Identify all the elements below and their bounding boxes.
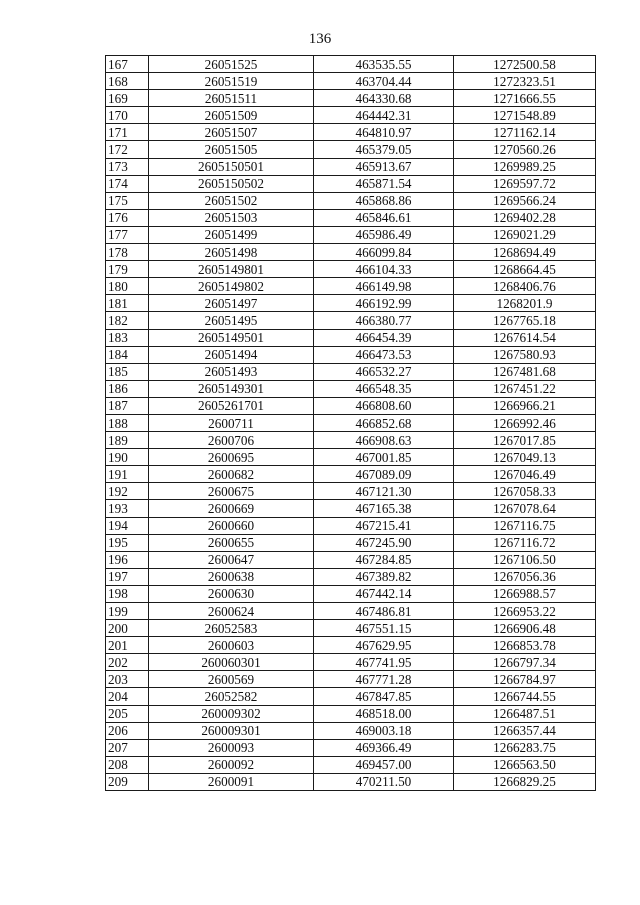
point-id-cell: 2600660	[149, 517, 314, 534]
x-coordinate-cell: 467551.15	[314, 620, 454, 637]
table-row	[106, 363, 596, 380]
point-id-cell: 2600682	[149, 466, 314, 483]
x-coordinate-cell: 465871.54	[314, 175, 454, 192]
x-coordinate-cell: 467165.38	[314, 500, 454, 517]
page-number: 136	[308, 31, 332, 47]
x-coordinate-cell: 465846.61	[314, 209, 454, 226]
table-row	[106, 568, 596, 585]
row-number-cell: 191	[106, 466, 149, 483]
y-coordinate-cell: 1267049.13	[454, 449, 596, 466]
row-number-cell: 192	[106, 483, 149, 500]
table-row	[106, 312, 596, 329]
row-number-cell: 169	[106, 90, 149, 107]
point-id-cell: 26052582	[149, 688, 314, 705]
table-row	[106, 56, 596, 73]
y-coordinate-cell: 1270560.26	[454, 141, 596, 158]
x-coordinate-cell: 467284.85	[314, 551, 454, 568]
point-id-cell: 260009302	[149, 705, 314, 722]
x-coordinate-cell: 467486.81	[314, 603, 454, 620]
point-id-cell: 2600695	[149, 449, 314, 466]
point-id-cell: 26051511	[149, 90, 314, 107]
point-id-cell: 2600630	[149, 585, 314, 602]
row-number-cell: 182	[106, 312, 149, 329]
x-coordinate-cell: 466149.98	[314, 278, 454, 295]
point-id-cell: 2605149301	[149, 380, 314, 397]
row-number-cell: 207	[106, 739, 149, 756]
row-number-cell: 186	[106, 380, 149, 397]
point-id-cell: 260060301	[149, 654, 314, 671]
table-row	[106, 107, 596, 124]
row-number-cell: 175	[106, 192, 149, 209]
point-id-cell: 2600569	[149, 671, 314, 688]
y-coordinate-cell: 1267017.85	[454, 432, 596, 449]
table-row	[106, 483, 596, 500]
row-number-cell: 173	[106, 158, 149, 175]
row-number-cell: 197	[106, 568, 149, 585]
row-number-cell: 184	[106, 346, 149, 363]
row-number-cell: 196	[106, 551, 149, 568]
y-coordinate-cell: 1266784.97	[454, 671, 596, 688]
table-row	[106, 397, 596, 414]
point-id-cell: 26051519	[149, 73, 314, 90]
point-id-cell: 2600647	[149, 551, 314, 568]
row-number-cell: 177	[106, 226, 149, 243]
row-number-cell: 202	[106, 654, 149, 671]
point-id-cell: 2600603	[149, 637, 314, 654]
point-id-cell: 2600711	[149, 414, 314, 431]
x-coordinate-cell: 467442.14	[314, 585, 454, 602]
x-coordinate-cell: 466104.33	[314, 261, 454, 278]
point-id-cell: 26051499	[149, 226, 314, 243]
row-number-cell: 198	[106, 585, 149, 602]
y-coordinate-cell: 1267116.72	[454, 534, 596, 551]
y-coordinate-cell: 1267056.36	[454, 568, 596, 585]
row-number-cell: 172	[106, 141, 149, 158]
row-number-cell: 188	[106, 414, 149, 431]
point-id-cell: 2605149501	[149, 329, 314, 346]
point-id-cell: 26051502	[149, 192, 314, 209]
point-id-cell: 2600091	[149, 773, 314, 790]
x-coordinate-cell: 464330.68	[314, 90, 454, 107]
table-row	[106, 209, 596, 226]
row-number-cell: 203	[106, 671, 149, 688]
table-row	[106, 466, 596, 483]
x-coordinate-cell: 466192.99	[314, 295, 454, 312]
x-coordinate-cell: 469003.18	[314, 722, 454, 739]
table-row	[106, 688, 596, 705]
x-coordinate-cell: 466908.63	[314, 432, 454, 449]
x-coordinate-cell: 466808.60	[314, 397, 454, 414]
point-id-cell: 2600092	[149, 756, 314, 773]
row-number-cell: 194	[106, 517, 149, 534]
point-id-cell: 26051505	[149, 141, 314, 158]
x-coordinate-cell: 467001.85	[314, 449, 454, 466]
table-row	[106, 500, 596, 517]
table-row	[106, 534, 596, 551]
y-coordinate-cell: 1269597.72	[454, 175, 596, 192]
point-id-cell: 26051493	[149, 363, 314, 380]
y-coordinate-cell: 1266953.22	[454, 603, 596, 620]
y-coordinate-cell: 1266906.48	[454, 620, 596, 637]
row-number-cell: 181	[106, 295, 149, 312]
y-coordinate-cell: 1266988.57	[454, 585, 596, 602]
table-row	[106, 739, 596, 756]
table-row	[106, 637, 596, 654]
table-row	[106, 603, 596, 620]
row-number-cell: 201	[106, 637, 149, 654]
table-row	[106, 226, 596, 243]
table-row	[106, 244, 596, 261]
table-row	[106, 295, 596, 312]
table-row	[106, 90, 596, 107]
y-coordinate-cell: 1266283.75	[454, 739, 596, 756]
table-row	[106, 124, 596, 141]
x-coordinate-cell: 467389.82	[314, 568, 454, 585]
y-coordinate-cell: 1271666.55	[454, 90, 596, 107]
x-coordinate-cell: 465868.86	[314, 192, 454, 209]
x-coordinate-cell: 465986.49	[314, 226, 454, 243]
x-coordinate-cell: 469366.49	[314, 739, 454, 756]
row-number-cell: 176	[106, 209, 149, 226]
y-coordinate-cell: 1267116.75	[454, 517, 596, 534]
point-id-cell: 26052583	[149, 620, 314, 637]
point-id-cell: 26051503	[149, 209, 314, 226]
table-row	[106, 551, 596, 568]
y-coordinate-cell: 1268406.76	[454, 278, 596, 295]
table-row	[106, 671, 596, 688]
row-number-cell: 189	[106, 432, 149, 449]
row-number-cell: 183	[106, 329, 149, 346]
table-row	[106, 141, 596, 158]
x-coordinate-cell: 467089.09	[314, 466, 454, 483]
y-coordinate-cell: 1266829.25	[454, 773, 596, 790]
row-number-cell: 190	[106, 449, 149, 466]
y-coordinate-cell: 1267765.18	[454, 312, 596, 329]
x-coordinate-cell: 466548.35	[314, 380, 454, 397]
x-coordinate-cell: 467245.90	[314, 534, 454, 551]
y-coordinate-cell: 1267481.68	[454, 363, 596, 380]
y-coordinate-cell: 1267106.50	[454, 551, 596, 568]
x-coordinate-cell: 466454.39	[314, 329, 454, 346]
table-row	[106, 278, 596, 295]
row-number-cell: 187	[106, 397, 149, 414]
point-id-cell: 26051497	[149, 295, 314, 312]
y-coordinate-cell: 1271548.89	[454, 107, 596, 124]
point-id-cell: 2600624	[149, 603, 314, 620]
y-coordinate-cell: 1266744.55	[454, 688, 596, 705]
point-id-cell: 260009301	[149, 722, 314, 739]
x-coordinate-cell: 464442.31	[314, 107, 454, 124]
x-coordinate-cell: 470211.50	[314, 773, 454, 790]
x-coordinate-cell: 463535.55	[314, 56, 454, 73]
y-coordinate-cell: 1269989.25	[454, 158, 596, 175]
coordinates-table-body	[106, 56, 596, 791]
y-coordinate-cell: 1268664.45	[454, 261, 596, 278]
row-number-cell: 170	[106, 107, 149, 124]
point-id-cell: 2605150501	[149, 158, 314, 175]
row-number-cell: 206	[106, 722, 149, 739]
table-row	[106, 654, 596, 671]
x-coordinate-cell: 468518.00	[314, 705, 454, 722]
x-coordinate-cell: 465379.05	[314, 141, 454, 158]
x-coordinate-cell: 469457.00	[314, 756, 454, 773]
y-coordinate-cell: 1272500.58	[454, 56, 596, 73]
table-row	[106, 773, 596, 790]
row-number-cell: 204	[106, 688, 149, 705]
table-row	[106, 620, 596, 637]
coordinates-table	[105, 55, 596, 791]
point-id-cell: 26051509	[149, 107, 314, 124]
point-id-cell: 2600655	[149, 534, 314, 551]
y-coordinate-cell: 1267451.22	[454, 380, 596, 397]
x-coordinate-cell: 466852.68	[314, 414, 454, 431]
table-row	[106, 261, 596, 278]
point-id-cell: 26051507	[149, 124, 314, 141]
y-coordinate-cell: 1267046.49	[454, 466, 596, 483]
table-row	[106, 175, 596, 192]
y-coordinate-cell: 1267078.64	[454, 500, 596, 517]
x-coordinate-cell: 467741.95	[314, 654, 454, 671]
row-number-cell: 185	[106, 363, 149, 380]
x-coordinate-cell: 467629.95	[314, 637, 454, 654]
row-number-cell: 199	[106, 603, 149, 620]
point-id-cell: 2600669	[149, 500, 314, 517]
table-row	[106, 705, 596, 722]
x-coordinate-cell: 467121.30	[314, 483, 454, 500]
y-coordinate-cell: 1269021.29	[454, 226, 596, 243]
row-number-cell: 171	[106, 124, 149, 141]
x-coordinate-cell: 466532.27	[314, 363, 454, 380]
table-row	[106, 192, 596, 209]
table-row	[106, 432, 596, 449]
table-row	[106, 346, 596, 363]
point-id-cell: 2605149801	[149, 261, 314, 278]
point-id-cell: 2600706	[149, 432, 314, 449]
y-coordinate-cell: 1266797.34	[454, 654, 596, 671]
x-coordinate-cell: 466380.77	[314, 312, 454, 329]
row-number-cell: 205	[106, 705, 149, 722]
x-coordinate-cell: 466473.53	[314, 346, 454, 363]
row-number-cell: 195	[106, 534, 149, 551]
row-number-cell: 180	[106, 278, 149, 295]
y-coordinate-cell: 1267614.54	[454, 329, 596, 346]
y-coordinate-cell: 1266487.51	[454, 705, 596, 722]
row-number-cell: 178	[106, 244, 149, 261]
table-row	[106, 329, 596, 346]
x-coordinate-cell: 465913.67	[314, 158, 454, 175]
table-row	[106, 585, 596, 602]
row-number-cell: 168	[106, 73, 149, 90]
y-coordinate-cell: 1269566.24	[454, 192, 596, 209]
point-id-cell: 2605149802	[149, 278, 314, 295]
y-coordinate-cell: 1266853.78	[454, 637, 596, 654]
table-row	[106, 73, 596, 90]
y-coordinate-cell: 1271162.14	[454, 124, 596, 141]
y-coordinate-cell: 1268694.49	[454, 244, 596, 261]
point-id-cell: 2600638	[149, 568, 314, 585]
row-number-cell: 208	[106, 756, 149, 773]
row-number-cell: 174	[106, 175, 149, 192]
y-coordinate-cell: 1272323.51	[454, 73, 596, 90]
x-coordinate-cell: 467771.28	[314, 671, 454, 688]
point-id-cell: 26051495	[149, 312, 314, 329]
row-number-cell: 179	[106, 261, 149, 278]
y-coordinate-cell: 1266357.44	[454, 722, 596, 739]
table-row	[106, 449, 596, 466]
x-coordinate-cell: 466099.84	[314, 244, 454, 261]
point-id-cell: 26051498	[149, 244, 314, 261]
table-row	[106, 722, 596, 739]
row-number-cell: 167	[106, 56, 149, 73]
y-coordinate-cell: 1268201.9	[454, 295, 596, 312]
row-number-cell: 200	[106, 620, 149, 637]
table-row	[106, 756, 596, 773]
x-coordinate-cell: 467215.41	[314, 517, 454, 534]
point-id-cell: 26051494	[149, 346, 314, 363]
y-coordinate-cell: 1266966.21	[454, 397, 596, 414]
point-id-cell: 2600675	[149, 483, 314, 500]
table-row	[106, 380, 596, 397]
point-id-cell: 2600093	[149, 739, 314, 756]
table-row	[106, 158, 596, 175]
row-number-cell: 193	[106, 500, 149, 517]
table-row	[106, 517, 596, 534]
y-coordinate-cell: 1266992.46	[454, 414, 596, 431]
table-row	[106, 414, 596, 431]
row-number-cell: 209	[106, 773, 149, 790]
y-coordinate-cell: 1267058.33	[454, 483, 596, 500]
point-id-cell: 2605261701	[149, 397, 314, 414]
x-coordinate-cell: 464810.97	[314, 124, 454, 141]
point-id-cell: 26051525	[149, 56, 314, 73]
y-coordinate-cell: 1267580.93	[454, 346, 596, 363]
x-coordinate-cell: 467847.85	[314, 688, 454, 705]
x-coordinate-cell: 463704.44	[314, 73, 454, 90]
y-coordinate-cell: 1269402.28	[454, 209, 596, 226]
y-coordinate-cell: 1266563.50	[454, 756, 596, 773]
point-id-cell: 2605150502	[149, 175, 314, 192]
